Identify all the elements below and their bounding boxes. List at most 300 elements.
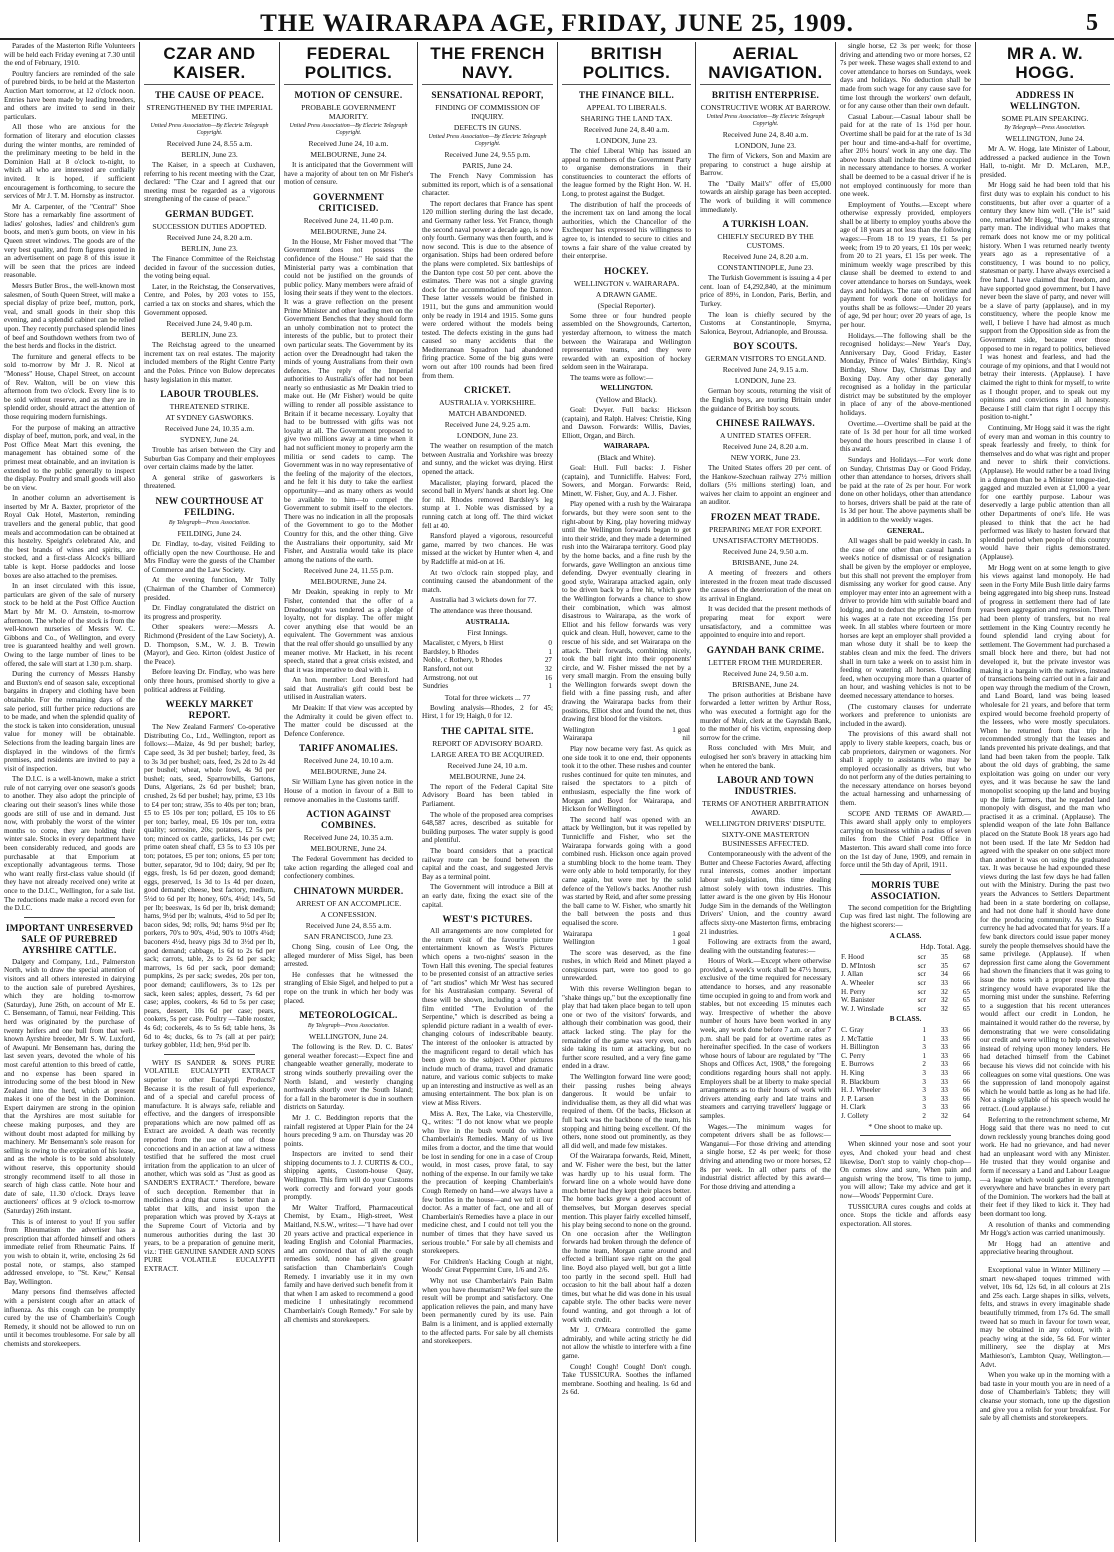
dateline: Received June 24, 8.20 a.m. [722,252,809,262]
team-colours: (Yellow and Black). [595,395,658,405]
dateline: SYDNEY, June 24. [180,435,239,445]
masthead [0,8,1114,40]
dateline: MELBOURNE, June 24. [310,767,387,777]
subhead: TERMS OF ANOTHER ARBITRATION AWARD. [702,799,829,818]
article-text: Overtime.—Overtime shall be paid at the rate of 1s 3d per hour for all time worked beyond the hours prescribed in clause 1 of this award. [840,419,971,454]
article-text: Some three or four hundred people assembled on the Showgrounds, Carterton, yesterday afternoon, to witness the match between the Wairarapa and Wellington representative teams, and they were rewarded with an exposition of hockey seldom seen in the Wairarapa. [562,311,691,372]
table-row [840,1095,971,1104]
hockey-score [562,930,691,947]
article-text: Later, in the Reichstag, the Conservatives, Centre, and Poles, by 203 votes to 155, carried a tax on stocks and shares, which the Government opposed. [144,282,275,317]
class-heading: B CLASS. [889,1015,922,1024]
table-cell: Wairarapa [563,929,593,938]
article-text: Ross concluded with Mrs Muir, and eulogised her son's bravery in attacking him when he entered the bank. [700,744,831,770]
table-cell: scr [917,1004,926,1013]
ad-body [4,958,135,1349]
dateline: Received June 24, 11.55 p.m. [303,566,394,576]
subhead: GERMAN VISITORS TO ENGLAND. [705,354,826,364]
table-cell: scr [917,987,926,996]
advertisement: This is of interest to you! If you suffer from Rheumatism the advertiser has a prescription that afforded himself and others immediate relief from Rheumatic Pains. If you wish to obtain it, write, enclosing 2s 6d postal note, or stamps, also stamped addressed envelope, to "St. Kew," Kensal Bay, Wellington. [4,1217,135,1286]
article-text: The report declares that France has spent 120 million sterling during the last decade, and Germany rather less. Yet France, though the second naval power a decade ago, is now only fourth. Germany was then fourth, and is now second. This is due to the absence of organisation. Ships had been ordered before the plans were completed. Six battleships of the Danton type cost 50 per cent. above the estimates. There was not a single graving dock for the accommodation of the Danton. These latter vessels would be finished in 1911, but the guns and ammunition would only be ready in 1914 and 1915. Some guns were ordered without the models being tested. The defects existing in the guns had caused so many accidents that the Mediterranean Squadron had abandoned firing practice. Some of the big guns were worn out after 100 rounds had been fired from them. [422,199,553,380]
dateline: LONDON, June 23. [734,376,797,386]
table-cell: H. J. Wheeler [841,1086,881,1095]
headline-federal-politics: FEDERAL POLITICS. [284,44,413,85]
article-text: The second half was opened with an attack by Wellington, but it was repelled by Tunnicliffe and Fisher, who set the Wairarapa forwards going with a good combined rush. Hickson once again proved a stumbling block to the home team. They were only able to hold temporarily, for they came again, but were met by the solid defence of the Yellow's backs. Another rush was started by Reid, and after some pressing the ball came to W. Fisher, who smartly hit the ball between the posts and thus equalised the score. [562,815,691,927]
shooting-scores-a [840,953,971,1013]
table-cell: 3 [922,1086,926,1095]
wire-credit: United Press Association—By Electric Telegraph Copyright. [289,123,408,136]
subhead: MOTION OF CENSURE. [294,90,403,100]
subhead: GENERAL. [886,526,925,535]
table-cell: C. Perry [841,1051,865,1060]
table-cell: 35 [940,953,948,962]
table-cell: 65 [962,996,970,1005]
table-row [840,1035,971,1044]
table-row [840,1078,971,1087]
column-czar-kaiser [140,42,280,1542]
table-cell: Sundries [423,682,449,691]
table-cell: 66 [962,1043,970,1052]
table-row [840,1103,971,1112]
article-text: Play now became very fast. As quick as one side took it to one end, their opponents took it to the other. These rushes and counter rushes continued for quite ten minutes, and raised the spectators to a pitch of enthusiasm, especially the fine work of Morgan and Boyd for Wairarapa, and Hickson for Wellington. [562,745,692,814]
table-cell: 2 [922,1060,926,1069]
table-cell: 64 [962,1111,970,1120]
table-row [840,962,971,971]
article-text: (The customary clauses for underrate workers and preference to unionists are included in the award). [840,702,971,728]
table-cell: 33 [940,1068,948,1077]
table-cell: Macalister, c Myers, b Hirst [423,639,504,648]
local-note: Poultry fanciers are reminded of the sale of purebred birds, to be held at the Masterton Auction Mart tomorrow, at 12 o'clock noon. Entries have been made by leading breeders, and others are invited to send in their particulars. [4,69,135,121]
article-text: Mr Hogg went on at some length to give his views against land monopoly. He had seen in the Forty Mile Bush little dairy farms being aggregated into big sheep runs. Instead of progress in settlement there had of late years been aggregation and regression. There had been plenty of transfers, but no real settlement in the King Country recently he found splendid land crying about for settlement. The Government had purchased a small block here and there, but had not developed it, but the private investor was making it a bargain with the natives, instead of transactions being carried out in a fair and open way through the medium of the Crown, and Land Board, land was being leased wholesale for 21 years, and before that term expired would become freehold property of the lessees, who were mostly speculators. When he returned from that trip he recommended strongly that the leases and lands prevented his private dealings, and that land had been taken from the people. Talk about the old days of grabbing, the same exploitation was going on under our very eyes, and it was because he saw the land monopolist scooping up the land and buying up the little farmers, that he regarded land monopoly with disgust, and the man who practised it as a criminal. (Applause). The splendid weapon of the late John Ballance placed on the Statute Book 18 years ago had not been used. If the late Mr Seddon had agreed with the speaker on one subject more than another it was on using the graduated tax. It was because he had expounded these views during the last few days he had fallen out with the Ministry. During the past two years the Advances to Settlers Department had been in a state bordering on collapse, and had not done half it should have done for the producing community. As to State currency he had advocated that for years. If a few bank directors could issue paper money surely the people themselves should have the same privilege. (Applause). If when depression first came along the Government had shown the financiers that it was going to issue the notes with a proper reserve that stringency would have evaporated like the morning mist under the sunshine. Referring to a suggestion that his recent utterances would affect our credit in London, he maintained it would rather do the reverse, by demonstrating that we were consolidating our credit and were willing to help ourselves instead of relying upon money lenders. He had detached himself from the Cabinet because his views did not coincide with his colleagues on some vital questions. One was the suppression of land monopoly against which he would battle as long as he had life. Not a single syllable of his speech would he retract. (Loud applause.) [980,563,1110,1113]
article-text: The Wellington forward line were good; their passing rushes being always dangerous. It would be unfair to individualise them, as they all did what was required of them. Of the backs, Hickson at full back was the backbone of the team, his stopping and hitting being excellent. Of the others, none stood out prominently, as they all did well, and made few mistakes. [562,1073,691,1150]
dateline: LONDON, June 23. [456,431,519,441]
dateline: NEW YORK, June 23. [730,453,801,463]
table-cell: Wellington [563,938,595,947]
table-row [840,1060,971,1069]
divider [164,1054,255,1055]
subhead: THE FINANCE BILL. [578,90,675,100]
headline-chinatown-murder: CHINATOWN MURDER. [293,886,404,896]
table-cell: 1 goal [672,725,690,734]
dateline: Received June 24, 8.20 a.m. [722,442,809,452]
table-cell: H. Billington [841,1043,879,1052]
subhead: A DRAWN GAME. [595,289,658,299]
table-cell: 1 goal [672,929,690,938]
table-cell: F. Hood [841,953,864,962]
column-award-continued [836,42,976,1542]
table-cell: scr [917,961,926,970]
article-text: The second competition for the Brightling Cup was fired last night. The following are the highest scorers:— [840,903,971,929]
table-row [422,656,553,665]
table-cell: Noble, c Rothery, b Rhodes [423,656,503,665]
subhead: UNSATISFACTORY METHODS. [712,536,819,546]
subhead: TARIFF ANOMALIES. [298,743,399,754]
local-note: All those who are anxious for the formation of literary and elocution classes during the winter months, are reminded of the preliminary meeting to be held in the Dominion Hall at 8 o'clock to-night, to which all who are interested are cordially invited. It is hoped, if sufficient encouragement is forthcoming, to secure the services of Mr J. T. M. Hornsby as instructor. [4,123,135,201]
headline-market-report: WEEKLY MARKET REPORT. [165,699,254,721]
dateline: PARIS, June 24. [462,161,513,170]
table-row [840,1005,971,1014]
article-text: SCOPE AND TERMS OF AWARD.—This award shall apply only to employers carrying on business within a radius of seven miles from the Chief Post Office in Masterton. This award shall come into force on the 1st day of June, 1909, and remain in force until the 5th day of April, 1911. [840,809,971,870]
dateline: Received June 24, 8.20 a.m. [166,232,253,242]
wire-credit: By Telegraph—Press Association. [1004,125,1086,131]
article-text: Macalister, playing forward, placed the second ball in Myers' hands at short leg. One for nil. Rhodes removed Bardsley's leg stump at 1. Noble was dismissed by a running catch at long off. The third wicket fell at 40. [422,478,553,530]
local-notes [4,42,135,913]
table-cell: 66 [962,1025,970,1034]
table-cell: 33 [940,978,948,987]
table-cell: 33 [940,1094,948,1103]
dateline: Received June 24, 9.25 a.m. [444,420,531,430]
column-british-politics [558,42,696,1542]
table-row [840,996,971,1005]
headline-boy-scouts: BOY SCOUTS. [733,341,798,352]
headline-wests-pictures: WEST'S PICTURES. [442,914,533,925]
table-row [562,734,691,743]
table-cell: 1 goal [672,938,690,947]
table-cell: 65 [962,987,970,996]
newspaper-page [0,42,1114,1542]
table-cell: scr [917,953,926,962]
dateline: BERLIN, June 23. [181,330,238,340]
team-lineup: Goal: Dwyer. Full backs: Hickson (captain), and Ralph. Halves: Christie, King and Dawson. Forwards: Willis, Davies, Elliott, Organ, and Birch. [562,406,691,440]
table-cell: H. Clark [841,1103,866,1112]
subhead: BRITISH ENTERPRISE. [711,90,820,100]
subhead: DEFECTS IN GUNS. [453,123,522,132]
table-row [840,1026,971,1035]
table-cell: J. P. Larsen [841,1094,874,1103]
article-text: At two o'clock rain stopped play, and continuing caused the abandonment of the match. [422,568,553,594]
dateline: Received June 24, 11.40 p.m. [303,215,394,225]
subhead: A UNITED STATES OFFER. [720,431,811,441]
subhead: SIXTY-ONE MASTERTON BUSINESSES AFFECTED. [721,830,810,849]
dateline: Received June 24, 10.35 a.m. [303,833,394,843]
article-text: It is anticipated that the Government will have a majority of about ten on Mr Fisher's motion of censure. [284,161,413,187]
table-cell: 66 [962,978,970,987]
article-text: Chong Sing, cousin of Lee Ong, the alleged murderer of Miss Sigel, has been arrested. [284,943,413,969]
table-row [840,1052,971,1061]
dateline: CONSTANTINOPLE, June 23. [717,263,814,273]
dateline: Received June 24, 8.40 a.m. [583,125,670,134]
cricket-scorecard [422,639,553,691]
score-columns-header: Hdp. Total. Agg. [920,942,971,952]
table-cell: 32 [544,664,552,673]
article-text: The board considers that a practical railway route can be found between the capital and the coast, and suggested Jervis Bay as a terminal point. [422,847,553,881]
article-text: The prison authorities at Brisbane have forwarded a letter written by Arthur Ross, who was executed a fortnight ago for the murder of Muir, clerk at the Gayndah Bank, to the mother of his victim, expressing deep sorrow for the crime. [700,690,831,742]
table-cell: 33 [940,1077,948,1086]
subhead: ACTION AGAINST COMBINES. [306,809,391,831]
dateline: BERLIN, June 23. [181,150,238,159]
table-cell: 66 [962,1103,970,1112]
subhead: SOME PLAIN SPEAKING. [1001,114,1089,123]
article-text: He confesses that he witnessed the strangling of Elsie Sigel, and helped to put a rope on the trunk in which her body was placed. [284,970,413,1005]
advertisement: When you wake up in the morning with a bad taste in your mouth you are in need of a dose of Chamberlain's Tablets; they will cleanse your stomach, tone up the digestion and give you a relish for your breakfast. For sale by all chemists and storekeepers. [980,1371,1110,1423]
wire-credit: United Press Association—By Electric Telegraph Copyright. [706,114,825,127]
advertisement: Cough! Cough! Cough! Don't cough. Take TUSSICURA. Soothes the inflamed membrane. Soothing and healing. 1s 6d and 2s 6d. [562,1362,691,1397]
article-text: Mr Hogg said he had been told that his first duty was to explain his conduct to his constituents, but after over a quarter of a century they knew him well. ("He is!" said one, remarked Mr Hogg, "that I am a strong party man. The individual who makes that remark does not know me or my political history. When I was returned nearly twenty years ago as a representative of a constituency, I was bound to no policy, statesman or party. I have always exercised a free hand. I have claimed that freedom, and have supported good government, but I have never been the slave of party, and never will be a slave of party (applause), and in my constituency, where the people know me well, I believe I have had almost as much support from the Opposition side as from the Government side, because ever those opposed to me in regard to politics, believed I was honest and fearless, and had the courage of my opinions, and that I would not betray their interests. (Applause). I have claimed the right to think for myself, to write as I thought proper, and to speak out my opinions and convictions in all honesty. Because I still claim that right I occupy this position to-night." [980,181,1110,422]
subhead: LARGE AREA TO BE ACQUIRED. [430,749,544,759]
subhead: GOVERNMENT CRITICISED. [313,191,384,213]
subhead: THREATENED STRIKE. [169,402,250,412]
subhead: STRENGTHENED BY THE IMPERIAL MEETING. [146,103,273,121]
headline-chinese-railways: CHINESE RAILWAYS. [716,418,815,429]
table-cell: scr [917,978,926,987]
article-text: The weather on resumption of the match between Australia and Yorkshire was breezy and sunny, and the wicket was drying. Hirst opened the attack. [422,442,553,477]
column-aerial-navigation [696,42,836,1542]
dateline: BRISBANE, June 24. [732,558,799,568]
article-text: All arrangements are now completed for the return visit of the favourite picture entertainment known as West's Pictures which opens a two-nights' season in the Town Hall this evening. The special features to be presented consist of an attractive series of "art studios" which Mr West has secured for his Australasian company. Several of these will be shown, including a wonderful film entitled "The Evolution of the Serpentine," which is described as being a splendid picture radiant in a wealth of ever-changing colours of indescribable beauty. The interest of the onlooker is attracted by the magnificent regard to detail which has been given to the subject. Other pictures include much of drama, travel and dramatic nature, and various comic subjects to make up an interesting and instructive as well as an amusing entertainment. The box plan is on view at Miss Rivers. [422,927,553,1108]
advertisement: When skinned your nose and soot your eyes, And choked your head and chest likewise, Don't stop to vainly chop-chop—On comes slow and sure, When pain and anguish wring the brow, 'Tis time to jump, you will allow; Take my advice and get it now—Woods' Peppermint Cure. [840,1140,971,1201]
article-text: The distribution of half the proceeds of the increment tax on land among the local authorities, which the Chancellor of the Exchequer has expressed his willingness to agree to, is intended to secure to cities and towns a fair share of the value created by their enterprise. [562,200,691,261]
table-cell: nil [682,734,690,743]
article-text: Before leaving Dr. Findlay, who was here only three hours, promised shortly to give a political address at Feilding. [144,668,275,694]
advertisement: Mr Walter Trafford, Pharmaceutical Chemist, by Exam., High-street, West Maitland, N.S.W., writes:—"I have had over 20 years active and practical experience in leading English and Colonial Pharmacies, and am convinced that of all the cough remedies sold, none has given greater satisfaction than Chamberlain's Cough Remedy. I invariably use it in my own family and have derived such benefit from it that when I am asked to recommend a good medicine I unhesitatingly recommend Chamberlain's Cough Remedy." For sale by all chemists and storekeepers. [284,1203,413,1324]
table-cell: 3 [922,1077,926,1086]
article-text: Employment of Youths.—Except where otherwise expressly provided, employers shall be at liberty to employ youths above the age of 18 years at not less than the following wages:—From 18 to 19 years, £1 5s per week; from 19 to 20 years, £1 10s per week; from 20 to 21 years, £1 15s per week. The minimum weekly wage prescribed by this clause shall be deemed to extend to and cover attendance to horses on Sundays, week days and holidays. The rate of overtime and payment for work done on holidays for youths shall be as follows:—Under 20 years of age, 9d per hour; over 20 years of age, 1s per hour. [840,200,971,329]
dateline: Received June 24, 9.15 a.m. [722,365,809,375]
article-text: The New Zealand Farmers' Co-operative Distributing Co., Ltd., Wellington, report as follows:—Maize, 4s 9d per bushel; barley, Cape seed, 3s 3d per bushel; barley, feed, 3s to 3s 3d per bushel; oats, feed, 2s 2d to 2s 4d per bushel; wheat, whole fowl, 4s 9d per bushel; oats, seed, Sparrowbills, Gartons, Duns, Algerians, 2s 6d per bushel; bran, crushed, 2s 6d per bushel; hay, prime, £3 10s to £4 per ton; straw, 35s to 40s per ton; bran, £5 to £5 10s per ton; pollard, £5 10s to £6 per ton; barley, meal, £6 10s per ton, extra quality; sorrosine, 20s; potatoes, £2 5s per ton; minced ox cattle, garlicks, 14s per cwt; prime oaten sheaf chaff, £3 5s to £3 10s per ton; potatoes, £5 per ton; onions, £5 per ton; butter, separator, 9d to 10d; dairy, 9d per lb; eggs, fresh, 1s 6d per dozen, good demand; eggs, preserved, 1s 3d to 1s 4d per dozen, good demand; cheese, best factory, medium, 5½d to 6d per lb; honey, 60's, 4¼d; 14's, 5d per lb; beeswax, 1s 6d per lb, brisk demand; hams, 9½d per lb; walnuts, 4½d to 5d per lb; bacon sides, 9d; rolls, 9d; hams 9½d per lb; porkers, 70's to 90's, 4½d, 90's to 100's 4¼d; baconers 4½d, heavy pigs 3d to 3½d per lb, good demand; cabbage, 1s 6d to 2s 6d per sack; carrots, table, 2s to 2s 6d per sack; marrows, 1s 6d per sack, poor demand; pumpkins, 2s per sack; swedes, 20s per ton, poor demand; cauliflowers, 3s to 12s per sack, keen sales; apples, dessert, 7s 6d per case; apples, cookers, 4s 6d to 5s per case; pears, dessert, 10s 6d per case; pears, cookers, 5s per case. Poultry —Table rooster, 4s 6d; cockerels, 4s to 5s 6d; table hens, 3s 6d to 4s; ducks, 6s to 7s (all at per pair); turkey gobbler, 11d; hen, 9½d per lb. [144,723,275,1050]
article-text: Mr J. C. Beddington reports that the rainfall registered at Upper Plain for the 24 hours preceding 9 a.m. on Thursday was 20 points. [284,1113,413,1148]
team-colours: (Black and White). [597,453,656,463]
article-text: Play opened with a rush by the Wairarapa forwards, but they were soon sent to the right-about by King, play hovering midway until the Wellington forwards began to get into their stride, and they made a determined rush into the Wairarapa territory. Good play by the home backs, and a fine rush by the forwards, gave Wellington an anxious time defending. Dwyer eventually clearing in good style, Wairarapa attacked again, only to be driven back by a free hit, which gave the Wellington forwards a chance to show their combination, which was almost disastrous to Wairarapa, as the work of Elliot and his fellow forwards was very quick and clean. Hull, however, came to the rescue of his side, and set Wairarapa on the attack. Their forwards, combining nicely, took the ball right into their opponents' circle, and W. Fisher missed the net by a very small margin. From the ensuing bully the Wellington forwards swept down the field with a fine passing rush, and after drawing the Wairarapa backs from their positions, Elliot shot and found the net, thus drawing first blood for the visitors. [562,500,691,724]
advertisement: Dalgety and Company, Ltd., Palmerston North, wish to draw the special attention of visitors and all others interested in dairying to the auction sale of purebred Ayrshires, which they are holding to-morrow (Saturday), June 26th, on account of Mr E. C. Bensemann, of Tamui, near Feilding. This herd was originated by the purchase of twenty heifers and one bull from that well-known Ayrshire breeder, Mr S. W. Luxford, of Awapuni. Mr Bensemann has, during the last seven years, devoted the whole of his most careful attention to this breed of cattle, and no expense has been spared in introducing some of the best blood in New Zealand into the herd, which at present makes it one of the best in the Dominion. Expert dairymen are strong in the opinion that the Ayrshires are most suitable for cheese making purposes, and they are without doubt most adapted for milking by machinery. Mr Bensemann's sole reason for selling is owing to the expiration of his lease, and as the whole is to be sold absolutely without reserve, this opportunity should strongly recommend itself to all those in search of high class cattle. Note hour and date of sale, 11.30 o'clock. Drays leave auctioneers' offices at 9 o'clock to-morrow (Saturday) 26th instant. [4,957,135,1215]
table-cell: scr [917,970,926,979]
article-text: Dr. Findlay, to-day, visited Feilding to officially open the new Courthouse. He and Mrs Findlay were the guests of the Chamber of Commerce and the Law Society. [144,540,275,574]
headline-czar-kaiser: CZAR AND KAISER. [144,44,275,85]
table-cell: Bardsley, b Rhodes [423,647,479,656]
article-text: Referring to the retrenchment scheme, Mr Hogg said that there was no need to cut down recklessly young branches doing good work. He had no grievance, and had never had an unpleasant word with any Minister. He trusted that they would organise and form if necessary a Land and Labour League—a league which would gather in strength everywhere and have branches in every part of the Dominion. The workers had the ball at their feet if they liked to kick it. They had been dormant too long. [980,1115,1110,1219]
article-text: Hours of Work.—Except where otherwise provided, a week's work shall be 47½ hours, exclusive of the time required for necessary attendance to horses, and any reasonable time occupied in going to and from work and stables, but not exceeding 15 minutes each way. Irrespective of whether the above number of hours have been worked in any week, any work done before 7 a.m. or after 7 p.m. shall be paid for at overtime rates as hereinafter specified. In the case of workers whose hours of labour are regulated by "The Shops and Offices Act, 1908," the foregoing conditions regarding hours shall not apply. Employers shall be at liberty to make special arrangements as to their hours of work with drivers attending early and late trains and steamers and carrying travellers' luggage or samples. [700,957,831,1120]
table-cell: Wairarapa [563,734,593,743]
table-cell: J. Collety [841,1111,869,1120]
subhead: REPORT OF ADVISORY BOARD. [432,738,543,748]
table-cell: D. M'Intosh [841,961,876,970]
subhead: WELLINGTON v. WAIRARAPA. [573,278,680,288]
advertisement: Why not use Chamberlain's Pain Balm when you have rheumatism? We feel sure the result will be prompt and satisfactory. One application relieves the pain, and many have been permanently cured by its use. Pain Balm is a liniment, and is applied externally to the affected parts. For sale by all chemists and storekeepers. [422,1276,553,1346]
table-cell: 68 [962,953,970,962]
article-text: In the House, Mr Fisher moved that "The Government does not possess the confidence of the House." He said that the Ministerial party was a combination that could not be justified on the grounds of public policy. Many members were afraid of losing their seats if they went to the electors. It was a grave reflection on the present Prime Minister and other leading men on the Government Benches that they should form an unholy combination not to protect the interests of the public, but to protect their own particular seats. The Government by its action over the Dreadnought had taken the minds of young Australians from their own defences. The reply of the Imperial authorities to Australia's offer had not been nearly so enthusiastic as Mr Deakin tried to make out. He (Mr Fisher) would be quite willing to render all possible assistance to Britain if it became necessary. Loyalty that had to be buttressed with gifts was not loyalty at all. The Government proposed to give two millions away at a time when it had not sufficient money to properly arm the militia or send cadets to camp. The Government was in no way representative of the feeling of the majority of the electors, and he felt it his duty to take the earliest opportunity—and as many others as would be available to him—to compel the Government to submit itself to the electors. There was no indication in all the proposals of the Government to go to the Mother Country for this, and the other thing. Give the Australians their opportunity, said Mr Fisher, and Australia would take its place among the nations of the earth. [284,237,413,564]
table-cell: 32 [940,1111,948,1120]
article-text: The report of the Federal Capital Site Advisory Board has been tabled in Parliament. [422,782,553,809]
table-cell: 32 [940,1004,948,1013]
dateline: LONDON, June 23. [595,136,658,145]
article-text: The chief Liberal Whip has issued an appeal to members of the Government Party to organise demonstrations in their constituencies to counteract the efforts of the league formed by the Right Hon. W. H. Long, to protest against the Budget. [562,147,691,198]
footnote: * One shoot to make up. [868,1122,943,1132]
table-row [422,682,553,691]
article-text: The firm of Vickers, Son and Maxim are preparing to construct a huge airship at Barrow. [700,152,831,178]
table-cell: W. Banister [841,996,875,1005]
dateline: FEILDING, June 24. [177,529,242,539]
headline-cricket: CRICKET. [464,385,511,396]
dateline: Received June 24, 10 a.m. [447,760,528,770]
column-federal-politics [280,42,418,1542]
article-text: Mr Hogg had an attentive and appreciative hearing throughout. [980,1239,1110,1257]
table-cell: 1 [548,682,552,691]
article-text: With this reverse Wellington began to "shake things up," but the exceptionally fine play that had taken place began to tell upon one or two of the visitors' forwards, and although their combination was good, their attack lacked sting. The play for the remainder of the game was very even, each side taking its turn at attacking, but no further score resulted, and a very fine game ended in a draw. [562,985,691,1071]
headline-aerial-navigation: AERIAL NAVIGATION. [700,44,831,85]
bowling-analysis: Bowling analysis—Rhodes, 2 for 45; Hirst, 1 for 19; Haigh, 0 for 12. [422,703,553,721]
article-text: The "Daily Mail's" offer of £5,000 towards an airship garage has been accepted. The work of building it will commence immediately. [700,179,831,214]
table-row [840,1043,971,1052]
advertisement: Inspectors are invited to send their shipping documents to J. J. CURTIS & CO., shipping agents, Custom-house Quay, Wellington. This firm will do your Customs work correctly and forward your goods promptly. [284,1150,413,1202]
divider [1000,1261,1090,1262]
advertisement: Exceptional value in Winter Millinery — smart new-shaped toques trimmed with velvet, 10s 6d, 12s 6d, in all colours at 21s and 25s each. Large shapes in silks, velvets, felts, and straws in every imaginable shade beautifully trimmed, from 17s 6d. The small tweed hat so much in favour for town wear, may be obtained in any colour, with a peachy wing at the side, 5s 6d. For winter millinery, see the display at Mrs Mathieson's, Lambton Quay, Wellington.—Advt. [980,1266,1110,1369]
table-cell: 66 [962,1086,970,1095]
article-text: A resolution of thanks and commending Mr Hogg's action was carried unanimously. [980,1220,1110,1238]
article-text: Dr. Findlay congratulated the district on its progress and prosperity. [144,604,275,621]
table-cell: Ransford, not out [423,664,474,673]
scorecard-subheading: First Innings. [467,628,508,638]
article-text: The United States offers 20 per cent. of the Hankow-Szechuan railway 27½ million dollars (5½ millions sterling) loan, and waives her claim to appoint an engineer and an auditor. [700,464,831,507]
headline-hogg: MR A. W. HOGG. [980,44,1110,85]
table-row [422,674,553,683]
scorecard-heading: AUSTRALIA. [465,617,510,626]
table-cell: 66 [962,1068,970,1077]
headline-frozen-meat: FROZEN MEAT TRADE. [710,512,821,523]
article-text: The score was deserved, as the fine rushes, in which Reid and Minett played a conspicuous part, were too good to go unrewarded. [562,948,691,983]
table-cell: C. Gray [841,1025,864,1034]
subhead: LETTER FROM THE MURDERER. [708,657,823,667]
advertisement: WHY IS SANDER & SONS PURE VOLATILE EUCALYPTI EXTRACT superior to other Eucalypti Products? Because it is the result of full experience, and of a special and careful process of manufacture. It is always safe, reliable and effective, and the dangers of irresponsible preparations which are now palmed off as Extract are avoided. A death was recently reported from the use of one of those concoctions and in an action at law a witness testified that he suffered the most cruel irritation from the application to an ulcer of another, which was sold as "Just as good as SANDER'S EXTRACT." Therefore, beware of such deception. Remember that in medicines a drug that cures is better than a tablet that kills, and insist upon the preparation which was proved by X-rays at the Supreme Court of Victoria and by numerous authorities during the last 30 years, to be a preparation of genuine merit, viz.: THE GENUINE SANDER AND SONS PURE VOLATILE EUCALYPTI EXTRACT. [144,1058,275,1273]
divider [24,917,115,918]
dateline: MELBOURNE, June 24. [310,844,387,854]
table-cell: 65 [962,1004,970,1013]
table-cell: Armstrong, not out [423,673,478,682]
article-text: Continuing, Mr Hogg said it was the right of every man and woman in this country to speak fearlessly and freely, to think for themselves and do what was right and proper and never to shirk their convictions. (Applause). He would rather be a toad living in a dungeon than be a Minister tongue-tied, gagged and muzzled even at £1,000 a year for one earthly purpose. Labour was deservedly a large public attention than all other Departments of one's life. He was pleased to think that the act he had performed was likely to hasten forward that splendid period when people of this country would have their rights demonstrated. (Applause). [980,424,1110,561]
table-row [840,1112,971,1121]
column-hogg-address [976,42,1114,1542]
hockey-score [562,726,691,743]
local-note: Mr A. Carpenter, of the "Central" Shoe Store has a remarkably fine assortment of ladies' goloshes, ladies' and children's gum boots, and men's gum boots, on view in his Queen street windows. The goods are of the very best quality, and from figures quoted in an advertisement on page 8 of this issue it will be seen that the prices are indeed reasonable. [4,202,135,280]
subhead: ADDRESS IN WELLINGTON. [1009,90,1081,111]
article-text: The whole of the proposed area comprises 648,587 acres, described as suitable for building purposes. The water supply is good and plentiful. [422,810,553,845]
table-cell: H. King [841,1068,865,1077]
headline-labour-industries: LABOUR AND TOWN INDUSTRIES. [717,775,814,797]
table-row [562,726,691,735]
article-text: The Turkish Government is issuing a 4 per cent. loan of £4,292,840, at the minimum price of 89½, in London, Paris, Berlin, and Turkey. [700,274,831,308]
table-cell: 33 [940,1051,948,1060]
dateline: Received June 24, 10 a.m. [308,139,389,148]
local-note: Parades of the Masterton Rifle Volunteers will be held each Friday evening at 7.30 until the end of February, 1910. [4,42,135,68]
subhead: SUCCESSION DUTIES ADOPTED. [152,221,267,231]
article-text: Other speakers were:—Messrs A. Richmond (President of the Law Society), A. D. Thompson, S.M., W. J. B. Trewin (Mayor), and Geo. Kirton (oldest Justice of the Peace). [144,623,275,666]
dateline: WELLINGTON, June 24. [1005,134,1085,143]
table-row [840,1086,971,1095]
subhead: APPEAL TO LIBERALS. [586,103,667,112]
table-cell: 66 [962,1034,970,1043]
headline-capital-site: THE CAPITAL SITE. [441,725,534,736]
table-cell: 3 [922,1094,926,1103]
table-cell: 66 [962,1051,970,1060]
dateline: Received June 24, 9.40 p.m. [166,319,253,329]
article-text: The following is the Rev. D. C. Bates' general weather forecast:—Expect fine and changeable weather generally, moderate to strong winds southerly prevailing over the North Island, and westerly changing northwards shortly over the South Island; for a fall in the barometer is due in southern districts on Saturday. [284,1043,413,1112]
page-number: 5 [1086,10,1098,36]
dateline: Received June 24, 10.10 a.m. [303,756,394,766]
wire-credit: By Telegraph—Press Association. [307,1023,390,1030]
table-cell: 33 [940,1043,948,1052]
table-cell: 1 [922,1051,926,1060]
headline-french-navy: THE FRENCH NAVY. [422,44,553,85]
headline-meteorological: METEOROLOGICAL. [299,1010,398,1021]
subhead: THE CAUSE OF PEACE. [155,90,264,100]
table-row [840,1069,971,1078]
subhead: MATCH ABANDONED. [448,409,527,419]
table-cell: Wellington [563,725,595,734]
table-cell: 1 [922,1034,926,1043]
table-cell: 33 [940,1025,948,1034]
article-text: Mr A. W. Hogg, late Minister of Labour, addressed a packed audience in the Town Hall, to-night. Mr D. McLaren, M.P., presided. [980,145,1110,179]
headline-hockey: HOCKEY. [604,265,649,276]
subhead: (Special Reporter). [597,300,656,310]
subhead: FINDING OF COMMISSION OF INQUIRY. [435,103,540,121]
subhead: SENSATIONAL REPORT, [431,90,544,100]
table-row [562,938,691,947]
article-text: All wages shall be paid weekly in cash. In the case of one other than casual hands a week's notice of dismissal or of resignation shall be given by the employer or employee, but this shall not prevent the employer from dismissing any worker for good cause. Any employer may enter into an agreement with a driver to provide him with suitable board and lodging, and to deduct the price thereof from his wages at a rate not exceeding 15s per week. In all stables where fourteen or more horses are kept an employer shall provided a man whose duty it shall be to keep the stables clean and mix the feed. The drivers shall in turn take a week on to assist him in feeding or watering all horses. Unloading feed, when occupying more than a quarter of an hour, and washing vehicles is not to be deemed necessary attendance to horses. [840,537,971,700]
table-cell: 32 [940,996,948,1005]
headline-german-budget: GERMAN BUDGET. [165,208,254,219]
advertisement: Many persons find themselves affected with a persistent cough after an attack of influenza. As this cough can be promptly cured by the use of Chamberlain's Cough Remedy, it should not be allowed to run on until it becomes troublesome. For sale by all chemists and storekeepers. [4,1288,135,1348]
local-note: Messrs Butler Bros., the well-known most salesmen, of South Queen Street, will make a special display of prize beef, mutton, pork, veal, and small goods in their shop this evening, and a splendid cabinet can be relied upon. They recently purchased splendid lines of beef and Southdown wethers from two of the best herds and flocks in the district. [4,282,135,351]
table-cell: W. J. Winslade [841,1004,884,1013]
article-text: Australia had 3 wickets down for 77. [430,596,537,605]
masthead-title: THE WAIRARAPA AGE, FRIDAY, JUNE 25, 1909. [260,10,854,37]
table-row [840,979,971,988]
subhead: CONSTRUCTIVE WORK AT BARROW. [700,103,831,112]
table-cell: 33 [940,1103,948,1112]
wire-credit: United Press Association—By Electric Telegraph Copyright. [428,134,547,147]
local-note: In another column an advertisement is inserted by Mr A. Baxter, proprietor of the Royal Oak Hotel, Masterton, reminding travellers and the general public, that good meals and accommodation can be obtained at this hostelry. Speight's celebrated Ale, and the best brands of wines and spirits, are stocked, and a first-class Alcock's billiard table is kept. Horse paddocks and loose boxes are also attached to the premises. [4,494,135,580]
table-row [840,988,971,997]
shooting-scores-b [840,1026,971,1121]
subhead: A CONFESSION. [320,910,377,919]
headline-gayndah-bank: GAYNDAH BANK CRIME. [706,644,825,655]
table-cell: 35 [940,961,948,970]
article-text: Wages.—The minimum wages for competent drivers shall be as follows:—Wanganui—For those driving and attending a single horse, £2 4s per week; for those driving and attending two or more horses, £2 8s per week. In all other parts of the industrial district affected by this award—For those driving and attending a [700,1122,831,1191]
local-note: For the purpose of making an attractive display of beef, mutton, pork, and veal, in the Post Office Meat Mart this evening, the management has obtained some of the primest meat obtainable, and an invitation is extended to the public generally to inspect the display. Poultry and small goods will also be on view. [4,423,135,492]
headline-british-politics: BRITISH POLITICS. [562,44,691,85]
table-cell: 66 [962,970,970,979]
article-text: The Government will introduce a Bill at an early date, fixing the exact site of the capital. [422,883,553,909]
article-text: Trouble has arisen between the City and Suburban Gas Company and their employees over certain claims made by the latter. [144,446,275,472]
article-text: Mr Deakin, speaking in reply to Mr Fisher, contended that the offer of a Dreadnought was tendered as a pledge of loyalty, not for display. The offer might cover anything else that would be an equivalent. The Government was anxious that the real offer should go unsullied by any meaner motive. Mr Hackett, in his recent speech, stated that a great crisis existed, and that it was imperative to deal with it. [284,588,413,674]
article-text: Of the Wairarapa forwards, Reid, Minett, and W. Fisher were the best, but the latter was hardly up to his usual form. The forward line on a whole would have done much better had they kept their places better. The home backs grew a good account of themselves, but Morgan deserves special mention. This player fairly excelled himself, his play being second to none on the ground. On one occasion after the Wellington forwards had broken through the defence of the home team, Morgan came around and effected a brilliant save right on the goal line. Boyd also played well, but got a little too partly in the second spell. Hull had occasion to hit the ball about half a dozen times, but what he did was done in his usual capable style. The other backs were never found wanting, and got through a lot of work with credit. [562,1152,691,1324]
article-text: The attendance was three thousand. [430,606,533,615]
scorecard-total: Total for three wickets ... 77 [444,692,531,702]
class-heading: A CLASS. [889,931,922,940]
headline-feilding-courthouse: NEW COURTHOUSE AT FEILDING. [155,496,264,518]
divider [860,1135,951,1136]
article-text: single horse, £2 3s per week; for those driving and attending two or more horses, £2 7s per week. These wages shall extend to and cover attendance to horses on Sundays, week days and holidays. No deduction shall be made from such wage for any cause save for time lost through the workers' own default, or for any cause other than their own default. [840,42,971,111]
table-cell: H. Perry [841,987,866,996]
table-cell: 33 [940,1034,948,1043]
table-cell: 2 [922,1111,926,1120]
article-text: Sundays and Holidays.—For work done on Sunday, Christmas Day or Good Friday, other than attendance to horses, drivers shall be paid at the rate of 2s per hour. For work done on other holidays, other than attendance to horses, drivers shall be paid at the rate of 1s 3d per hour. The above payments shall be in addition to the weekly wages. [840,455,971,525]
divider [860,874,951,875]
article-text: The teams were as follow:— [570,373,654,382]
table-cell: 1 [548,647,552,656]
article-text: Following are extracts from the award, dealing with the outstanding features:— [700,938,831,955]
article-text: The Reichstag agreed to the unearned increment tax on real estates. The majority included members of the Right Centre Party and the Poles. Prince von Bulow deprecates hasty legislation in this matter. [144,341,275,384]
advertisement: Miss A. Rex, The Lake, via Chesterville, Q., writes: "I do not know what we people who live in the bush would do without Chamberlain's Remedies. Many of us live miles from a doctor, and the time that would be lost in sending for one in a case of Croup would, in most cases, prove fatal, to say nothing of the expense. In our family we take the precaution of keeping Chamberlain's Cough Remedy on hand—we always have a few bottles in the house—and we tell it our doctor. As a matter of fact, one and all of Chamberlain's Remedies have a place in our medicine chest, and I could not tell you the number of times that they have saved us serious trouble." For sale by all chemists and storekeepers. [422,1109,553,1256]
dateline: Received June 24, 8.55 a.m. [166,139,253,148]
table-row [422,665,553,674]
subhead: PREPARING MEAT FOR EXPORT. [709,525,822,535]
article-text: German boy scouts, returning the visit of the English boys, are touring Britain under the guidance of British boy scouts. [700,387,831,413]
article-text: Mr Deakin: If that view was accepted by the Admiralty it could be given effect to. The matter could be discussed at the Defence Conference. [284,704,413,738]
subhead: AUSTRALIA v. YORKSHIRE. [439,398,536,408]
article-text: At the evening function, Mr Tolly (Chairman of the Chamber of Commerce) presided. [144,576,275,602]
table-cell: 34 [940,970,948,979]
article-text: The provisions of this award shall not apply to livery stable keepers, coach, bus or cab proprietors, dairymen or wagoners. Nor shall it apply to assistants who may be employed occasionally as drivers, but who do not perform any of the duties pertaining to the necessary attendance on horses beyond the actual harnessing and unharnessing of them. [840,730,971,808]
dateline: MELBOURNE, June 24. [310,577,387,587]
article-text: The French Navy Commission has submitted its report, which is of a sensational character. [422,172,553,198]
